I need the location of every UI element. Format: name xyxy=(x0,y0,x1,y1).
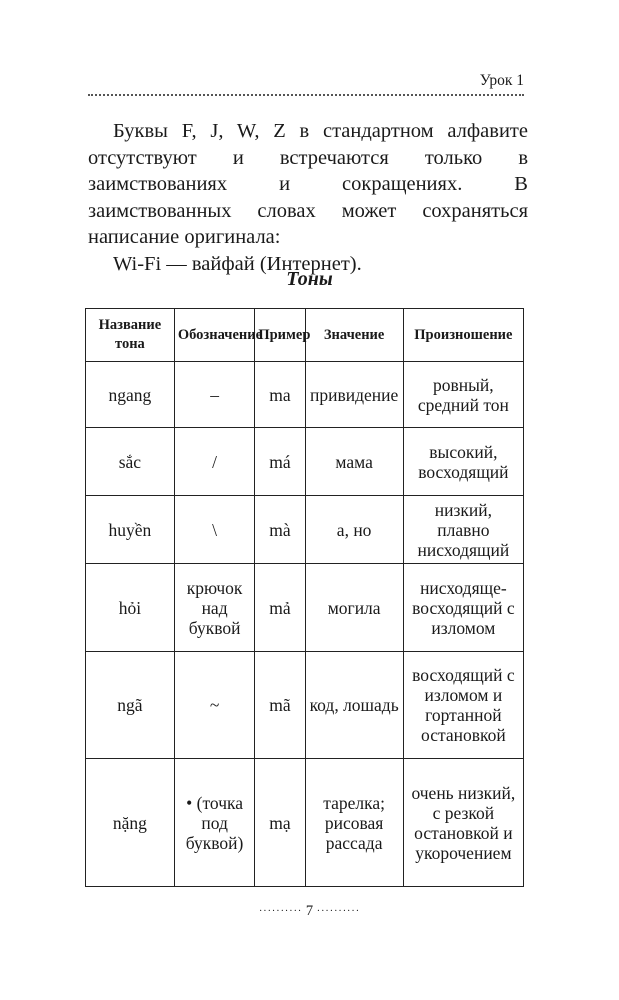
page-footer xyxy=(0,903,619,920)
intro-text xyxy=(88,118,528,277)
cell-meaning: тарелка; рисовая рассада xyxy=(305,759,403,887)
cell-tone-name: sắc xyxy=(86,428,175,496)
col-header-notation: Обозначение xyxy=(174,309,254,362)
table-row xyxy=(86,496,524,564)
cell-notation: • (точка под буквой) xyxy=(174,759,254,887)
running-header xyxy=(88,70,524,96)
cell-pronunciation: очень низкий, с резкой остановкой и укорочением xyxy=(403,759,523,887)
cell-example: mả xyxy=(255,564,305,652)
cell-pronunciation: нисходяще-восходящий с изломом xyxy=(403,564,523,652)
col-header-meaning: Значение xyxy=(305,309,403,362)
cell-meaning: мама xyxy=(305,428,403,496)
cell-example: mạ xyxy=(255,759,305,887)
cell-pronunciation: восходящий с изломом и гортанной остановкой xyxy=(403,652,523,759)
cell-tone-name: hỏi xyxy=(86,564,175,652)
cell-pronunciation: ровный, средний тон xyxy=(403,362,523,428)
cell-tone-name: huyền xyxy=(86,496,175,564)
cell-notation: \ xyxy=(174,496,254,564)
table-row xyxy=(86,564,524,652)
table-row xyxy=(86,362,524,428)
page-number: 7 xyxy=(305,903,314,919)
cell-tone-name: nặng xyxy=(86,759,175,887)
tones-table xyxy=(85,308,524,887)
cell-example: mã xyxy=(255,652,305,759)
cell-example: má xyxy=(255,428,305,496)
cell-tone-name: ngang xyxy=(86,362,175,428)
cell-example: ma xyxy=(255,362,305,428)
lesson-label: Урок 1 xyxy=(479,72,524,89)
intro-paragraph: Буквы F, J, W, Z в стандартном алфавите отсутствуют и встречаются только в заимствованиях и сокращениях. В заимствованных словах может сохраняться написание оригинала: xyxy=(88,120,528,248)
cell-notation: ~ xyxy=(174,652,254,759)
table-row xyxy=(86,652,524,759)
table-row xyxy=(86,428,524,496)
col-header-pronunciation: Произношение xyxy=(403,309,523,362)
footer-dots-left: ·········· xyxy=(258,906,303,918)
cell-pronunciation: высокий, восходящий xyxy=(403,428,523,496)
cell-notation: – xyxy=(174,362,254,428)
cell-tone-name: ngã xyxy=(86,652,175,759)
cell-meaning: а, но xyxy=(305,496,403,564)
cell-pronunciation: низкий, плавно нисходящий xyxy=(403,496,523,564)
col-header-example: Пример xyxy=(255,309,305,362)
col-header-tone-name: Название тона xyxy=(86,309,175,362)
cell-notation: крючок над буквой xyxy=(174,564,254,652)
table-row xyxy=(86,759,524,887)
cell-meaning: привидение xyxy=(305,362,403,428)
footer-dots-right: ·········· xyxy=(316,906,361,918)
cell-meaning: могила xyxy=(305,564,403,652)
cell-meaning: код, лошадь xyxy=(305,652,403,759)
table-header-row xyxy=(86,309,524,362)
cell-notation: / xyxy=(174,428,254,496)
intro-example: Wi-Fi — вайфай (Интернет). xyxy=(113,252,362,275)
cell-example: mà xyxy=(255,496,305,564)
table-title: Тоны xyxy=(286,268,333,290)
